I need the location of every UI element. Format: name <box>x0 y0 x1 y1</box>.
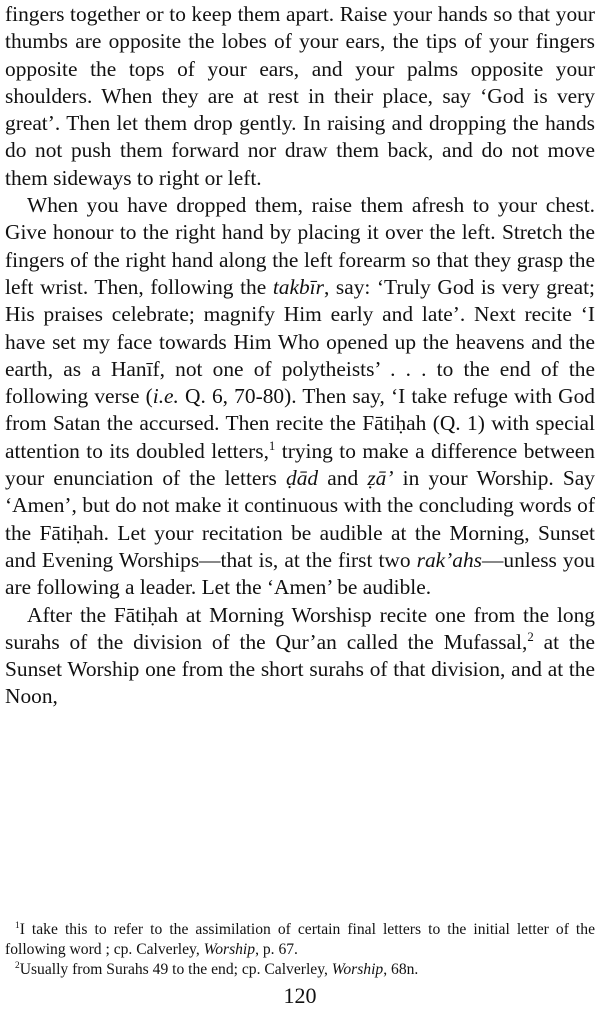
text-run: After the Fātiḥah at Morning Worshisp recite one from the long surahs of the division of the Qur’an called the Mufassal, <box>5 602 595 654</box>
text-run: trying to make a difference between your enunciation of the letters <box>5 438 595 491</box>
paragraph-2 <box>5 192 595 601</box>
italic-text: rak’ahs <box>416 547 482 572</box>
text-run: in your Worship. Say ‘Amen’, but do not make it continuous with the concluding words of the Fātiḥah. Let your recitation be audible at the Morning, Sunset and Evening Worships—that is, at the first two <box>5 466 595 572</box>
text-run: , 68n. <box>383 961 419 978</box>
paragraph-1 <box>5 1 595 192</box>
text-run: Usually from Surahs 49 to the end; cp. Calverley, <box>19 961 332 978</box>
footnote-marker: 1 <box>268 438 276 453</box>
footnote-2 <box>5 960 595 980</box>
italic-text: i.e. <box>152 384 179 409</box>
text-run: —unless you are following a leader. Let the ‘Amen’ be audible. <box>5 547 595 600</box>
footnote-marker: 1 <box>15 920 20 931</box>
text-run: Q. 6, 70-80). Then say, ‘I take refuge with God from Satan the accursed. Then recite the Fātiḥah (Q. 1) with special attention to its doubled letters, <box>5 384 596 463</box>
paragraph-3 <box>5 602 595 711</box>
footnote-1 <box>5 920 595 960</box>
footnotes <box>5 920 595 980</box>
italic-text: takbīr <box>272 274 324 299</box>
book-page <box>5 0 595 1012</box>
text-run: , say: ‘Truly God is very great; His praises celebrate; magnify Him early and late’. Next recite ‘I have set my face towards Him Who opened up the heavens and the earth, as a Hanīf, not one of polytheists’ . . . to the end of the following verse ( <box>5 274 595 409</box>
text-run: and <box>318 466 368 491</box>
footnote-marker: 2 <box>527 629 534 644</box>
italic-text: ẓā’ <box>367 466 394 491</box>
page-number: 120 <box>283 983 317 1008</box>
text-run: fingers together or to keep them apart. Raise your hands so that your thumbs are opposite the lobes of your ears, the tips of your fingers opposite the tops of your ears, and your palms opposite your shoulders. When they are at rest in their place, say ‘God is very great’. Then let them drop gently. In raising and dropping the hands do not push them forward nor draw them back, and do not move them sideways to right or left. <box>5 2 595 190</box>
text-run: I take this to refer to the assimilation of certain final letters to the initial letter of the following word ; cp. Calverley, <box>5 921 595 958</box>
italic-text: Worship <box>331 961 384 978</box>
footnote-marker: 2 <box>15 960 20 971</box>
text-run: When you have dropped them, raise them afresh to your chest. Give honour to the right hand by placing it over the left. Stretch the fingers of the right hand along the left forearm so that they grasp the left wrist. Then, following the <box>5 193 595 299</box>
text-run: at the Sunset Worship one from the short surahs of that division, and at the Noon, <box>5 629 596 709</box>
body-text <box>5 0 595 711</box>
italic-text: Worship <box>203 941 256 958</box>
text-run: , p. 67. <box>255 941 298 958</box>
italic-text: ḍād <box>286 466 319 491</box>
